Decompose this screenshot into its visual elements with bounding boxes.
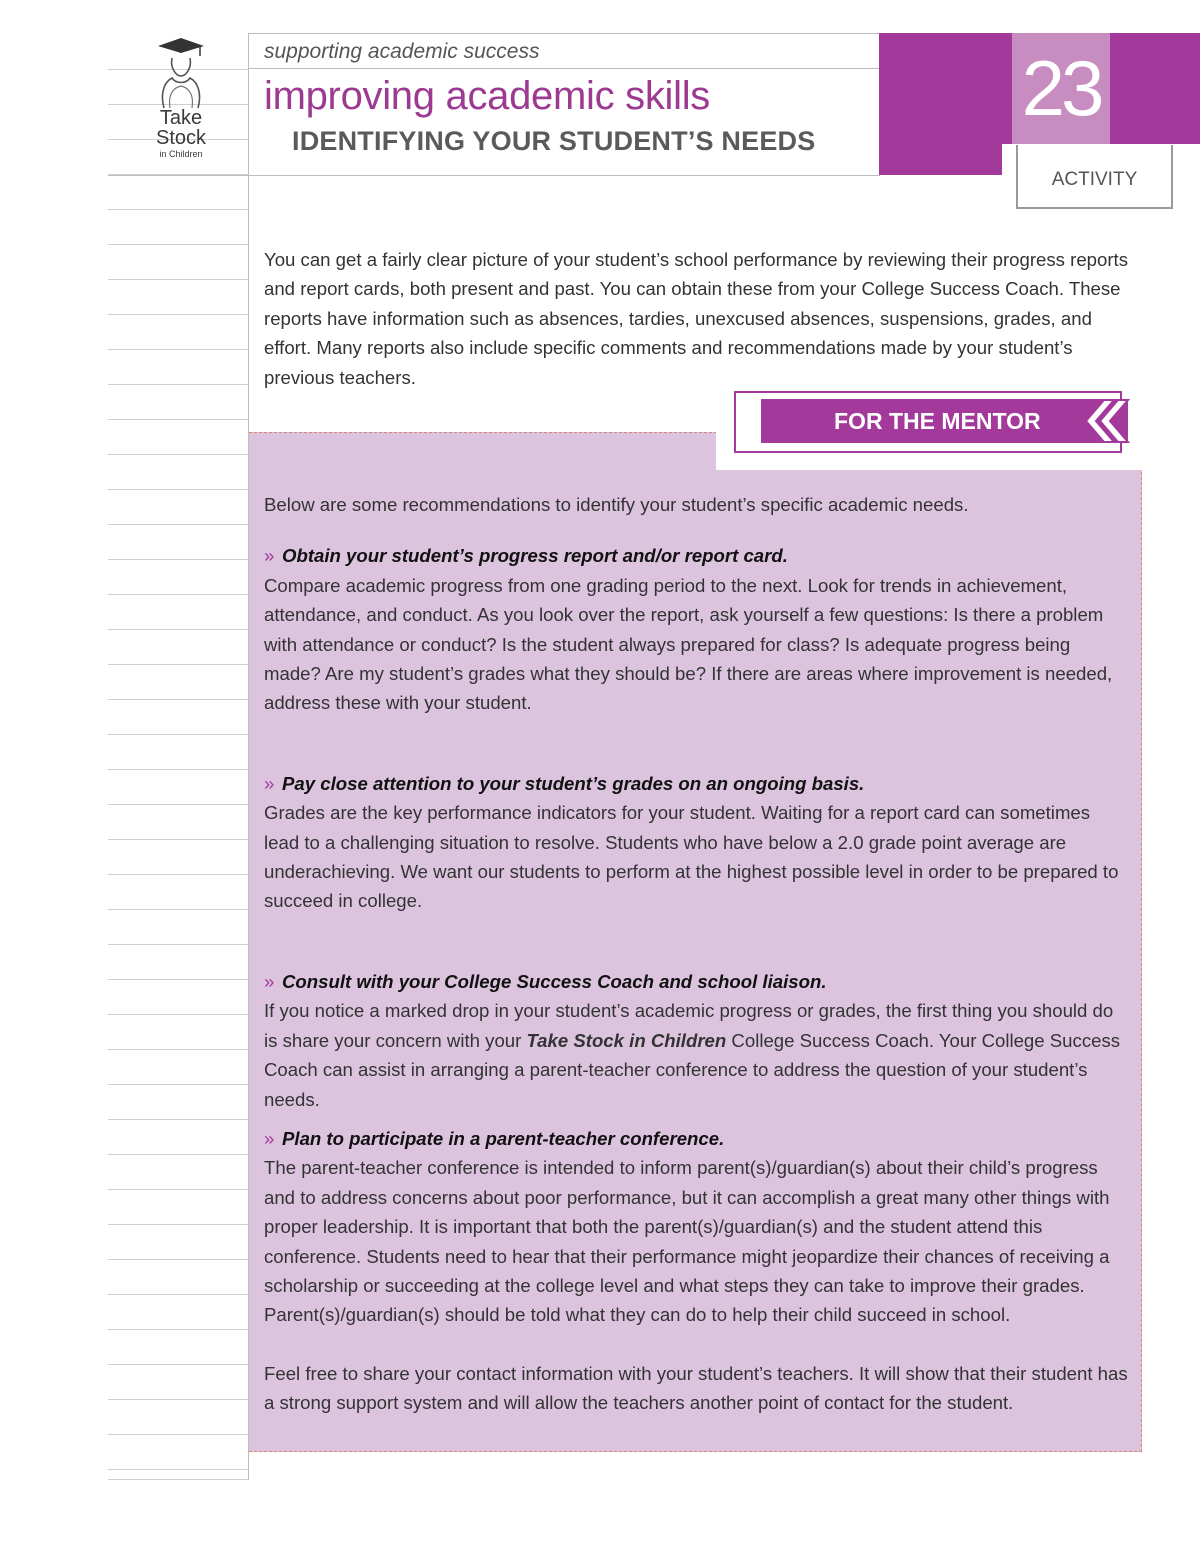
section-body-2: Grades are the key performance indicators for your student. Waiting for a report card can sometimes lead to a challenging situation to resolve. Students who have below a 2.0 grade point average are underachieving. We want our students to perform at the highest possible level in order to be prepared to succeed in college.	[264, 802, 1119, 912]
take-stock-logo	[150, 36, 212, 166]
section-heading-3-text: Consult with your College Success Coach and school liaison.	[282, 970, 827, 992]
section-heading-1-text: Obtain your student’s progress report and/or report card.	[282, 545, 788, 567]
closing-paragraph: Feel free to share your contact information with your student’s teachers. It will show that their student has a strong support system and will allow the teachers another point of contact for the student.	[264, 1362, 1128, 1414]
section-heading-1	[264, 541, 1130, 570]
section-body-3	[264, 996, 1130, 1114]
header-mid-rule	[248, 68, 880, 69]
section-heading-4	[264, 1124, 1130, 1153]
double-chevron-right-icon: »	[264, 1127, 275, 1149]
logo-line-1: Take	[159, 107, 203, 129]
program-name: Take Stock in Children	[526, 1029, 727, 1051]
section-body-3-b: College Success Coach. Your College Success Coach can assist in arranging a parent-teacher conference to address the question of your student’s needs.	[264, 1029, 1121, 1110]
header-top-rule	[248, 33, 880, 34]
section-body-1: Compare academic progress from one grading period to the next. Look for trends in achievement, attendance, and conduct. As you look over the report, ask yourself a few questions: Is there a problem with attendance or conduct? Is the student always prepared for class? Is adequate progress being made? Are my student’s grades what they should be? If there are areas where improvement is needed, address these with your student.	[264, 574, 1113, 714]
logo-line-3: in Children	[159, 149, 203, 159]
double-chevron-right-icon: »	[264, 772, 275, 794]
page-title: improving academic skills	[264, 74, 710, 118]
section-heading-4-text: Plan to participate in a parent-teacher conference.	[282, 1127, 725, 1149]
mentor-tab-label: FOR THE MENTOR	[834, 408, 1041, 434]
section-heading-2	[264, 769, 1130, 798]
double-chevron-right-icon: »	[264, 545, 275, 567]
page-subtitle: IDENTIFYING YOUR STUDENT’S NEEDS	[292, 126, 816, 156]
section-heading-3	[264, 967, 1130, 996]
intro-paragraph: You can get a fairly clear picture of your student’s school performance by reviewing their progress reports and report cards, both present and past. You can obtain these from your College Success Coach. These reports have information such as absences, tardies, unexcused absences, suspensions, grades, and effort. Many reports also include specific comments and recommendations made by your student’s previous teachers.	[264, 249, 1129, 388]
panel-lead: Below are some recommendations to identify your student’s specific academic needs.	[264, 494, 969, 515]
activity-number: 23	[1012, 33, 1110, 144]
margin-rules	[108, 33, 249, 1483]
tagline: supporting academic success	[264, 40, 540, 63]
section-heading-2-text: Pay close attention to your student’s grades on an ongoing basis.	[282, 772, 865, 794]
header-bottom-rule	[108, 175, 880, 176]
double-chevron-left-icon	[1082, 398, 1132, 444]
double-chevron-right-icon: »	[264, 970, 275, 992]
graduate-figure-icon	[150, 36, 212, 110]
logo-line-2: Stock	[155, 127, 207, 149]
section-body-4: The parent-teacher conference is intended to inform parent(s)/guardian(s) about their child’s progress and to address concerns about poor performance, but it can accomplish a great many other things with proper leadership. It is important that both the parent(s)/guardian(s) and the student attend this conference. Students need to hear that their performance might jeopardize their chances of receiving a scholarship or succeeding at the college level and what steps they can take to improve their grades. Parent(s)/guardian(s) should be told what they can do to help their child succeed in school.	[264, 1157, 1110, 1326]
activity-label: ACTIVITY	[1016, 145, 1173, 209]
panel-content	[264, 490, 1130, 1418]
section-body-3-a: If you notice a marked drop in your student’s academic progress or grades, the first thing you should do is share your concern with your	[264, 1000, 1114, 1051]
